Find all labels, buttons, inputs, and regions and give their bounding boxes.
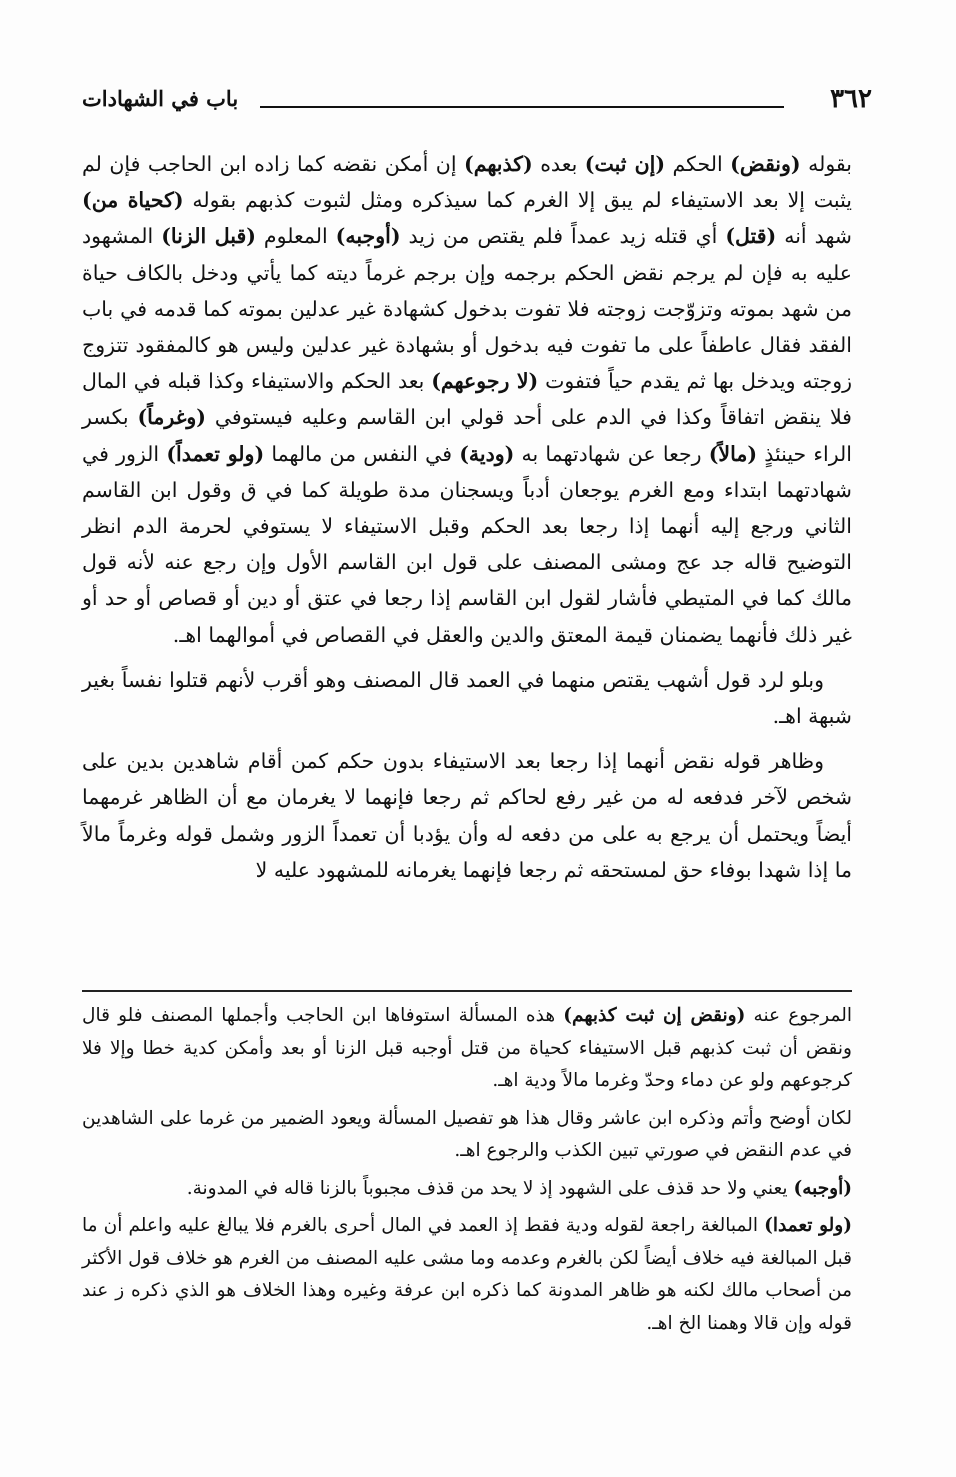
text-run: الحكم xyxy=(665,152,731,176)
header-rule xyxy=(260,106,784,108)
text-run: بعده xyxy=(532,152,585,176)
bold-term: (ونقض إن ثبت كذبهم) xyxy=(563,1005,746,1026)
text-run: في النفس من مالهما xyxy=(264,441,460,466)
bold-term: (إن ثبت) xyxy=(584,152,666,176)
text-run: وظاهر قوله نقض أنهما إذا رجعا بعد الاستيفاء بدون حكم كمن أقام شاهدين بدين على شخص لآخر فدفعه له من غير رفع لحاكم ثم رجعا فإنهما لا يغرمان مع أن الظاهر غرمهما أيضاً ويحتمل أن يرجع به على من دفعه له وأن يؤدبا أن تعمداً الزور وشمل قوله وغرماً مالاً ما إذا شهدا بوفاء حق لمستحقه ثم رجعا فإنهما يغرمانه للمشهود عليه لا xyxy=(82,749,852,882)
page-header xyxy=(82,84,872,124)
bold-term: (مالاً) xyxy=(708,441,758,466)
footnote-paragraph xyxy=(82,1173,852,1206)
bold-term: (ولو تعمدا) xyxy=(764,1215,852,1236)
main-text xyxy=(82,146,852,897)
bold-term: (ونقض) xyxy=(730,152,801,176)
text-run: إن أمكن نقضه كما زاده ابن الحاجب فإن لم يثبت إلا بعد الاستيفاء لم يبق إلا الغرم كما سيذكره ومثل لثبوت كذبهم بقوله xyxy=(82,152,852,213)
text-run: وبلو لرد قول أشهب يقتص منهما في العمد قال المصنف وهو أقرب لأنهم قتلوا نفساً بغير شبهة اهـ. xyxy=(82,667,852,729)
bold-term: (أوجبه) xyxy=(793,1177,852,1199)
footnotes xyxy=(82,1000,852,1345)
text-run: لكان أوضح وأتم وذكره ابن عاشر وقال هذا هو تفصيل المسألة ويعود الضمير من غرما على الشاهدين في عدم النقض في صورتي تبين الكذب والرجوع اهـ. xyxy=(82,1107,852,1161)
text-run: المشهود عليه به فإن لم يرجم نقض الحكم برجمه وإن برجم غرماً ديته كما يأتي ودخل بالكاف حياة من شهد بموته وتزوّجت زوجته فلا تفوت بدخول كشهادة غير عدلين بموته كما قدمه في باب الفقد فقال عاطفاً على ما تفوت فيه بدخول أو بشهادة غير عدلين وليس هو كالمفقود تتزوج زوجته ويدخل بها ثم يقدم حياً فتفوت xyxy=(82,224,852,394)
text-run: المرجوع عنه xyxy=(745,1005,852,1026)
text-run: بقوله xyxy=(800,152,853,176)
text-run: رجعا عن شهادتهما به xyxy=(514,441,709,466)
text-run: بكسر الراء حينئذٍ xyxy=(82,405,852,466)
bold-term: (كحياة من) xyxy=(82,188,184,213)
footnote-paragraph xyxy=(82,1103,852,1168)
text-run: شهد أنه xyxy=(776,224,852,249)
main-paragraph xyxy=(82,743,852,888)
bold-term: (كذبهم) xyxy=(464,152,533,176)
running-title: باب في الشهادات xyxy=(82,86,239,111)
bold-term: (أوجبه) xyxy=(335,224,401,249)
bold-term: (قبل الزنا) xyxy=(161,224,256,249)
text-run: المبالغة راجعة لقوله ودية فقط إذ العمد في المال أحرى بالغرم فلا يبالغ عليه واعلم أن ما قبل المبالغة فيه خلاف أيضاً لكن بالغرم وعدمه وما مشى عليه المصنف من الغرم هو خلاف قول الأكثر من أصحاب مالك لكنه هو ظاهر المدونة كما ذكره ابن عرفة وغيره وهذا الخلاف هو الذي ذكره ز عند قوله وإن قالا وهمنا الخ اهـ. xyxy=(82,1215,852,1334)
footnote-paragraph xyxy=(82,1000,852,1098)
text-run: بعد الحكم والاستيفاء وكذا قبله في المال فلا ينقض اتفاقاً وكذا في الدم على أحد قولي ابن القاسم وعليه فيستوفي xyxy=(82,369,852,430)
bold-term: (قتل) xyxy=(725,224,777,249)
bold-term: (وغرماً) xyxy=(137,405,207,430)
main-paragraph xyxy=(82,662,852,734)
page-number: ٣٦٢ xyxy=(830,84,872,114)
main-paragraph xyxy=(82,146,852,653)
text-run: أي قتله زيد عمداً فلم يقتص من زيد xyxy=(400,224,726,249)
bold-term: (ولو تعمداً) xyxy=(166,441,265,466)
footnote-separator xyxy=(82,990,852,992)
footnote-paragraph xyxy=(82,1210,852,1340)
text-run: هذه المسألة استوفاها ابن الحاجب وأجملها المصنف فلو قال ونقض أن ثبت كذبهم قبل الاستيفاء كحياة من قتل أوجبه قبل الزنا أو بعد وأمكن كدية خطا وإلا فلا كرجوعهم ولو عن دماء وحدّ وغرما مالاً ودية اهـ. xyxy=(82,1005,852,1091)
text-run: يعني ولا حد قذف على الشهود إذ لا يحد من قذف مجبوباً بالزنا قاله في المدونة. xyxy=(186,1177,794,1199)
bold-term: (ودية) xyxy=(459,441,515,466)
bold-term: (لا رجوعهم) xyxy=(431,369,539,394)
text-run: المعلوم xyxy=(255,224,336,249)
text-run: الزور في شهادتهما ابتداء ومع الغرم يوجعان أدباً ويسجنان مدة طويلة كما في ق وقول ابن القاسم الثاني ورجع إليه أنهما إذا رجعا بعد الحكم وقبل الاستيفاء لا يستوفي لحرمة الدم انظر التوضيح قاله جد عج ومشى المصنف على قول ابن القاسم الأول وإن رجع عنه لأنه قول مالك كما في المتيطي فأشار لقول ابن القاسم إذا رجعا في عتق أو دين أو قصاص أو حد أو غير ذلك فأنهما يضمنان قيمة المعتق والدين والعقل في القصاص في أموالهما اهـ. xyxy=(82,441,852,647)
